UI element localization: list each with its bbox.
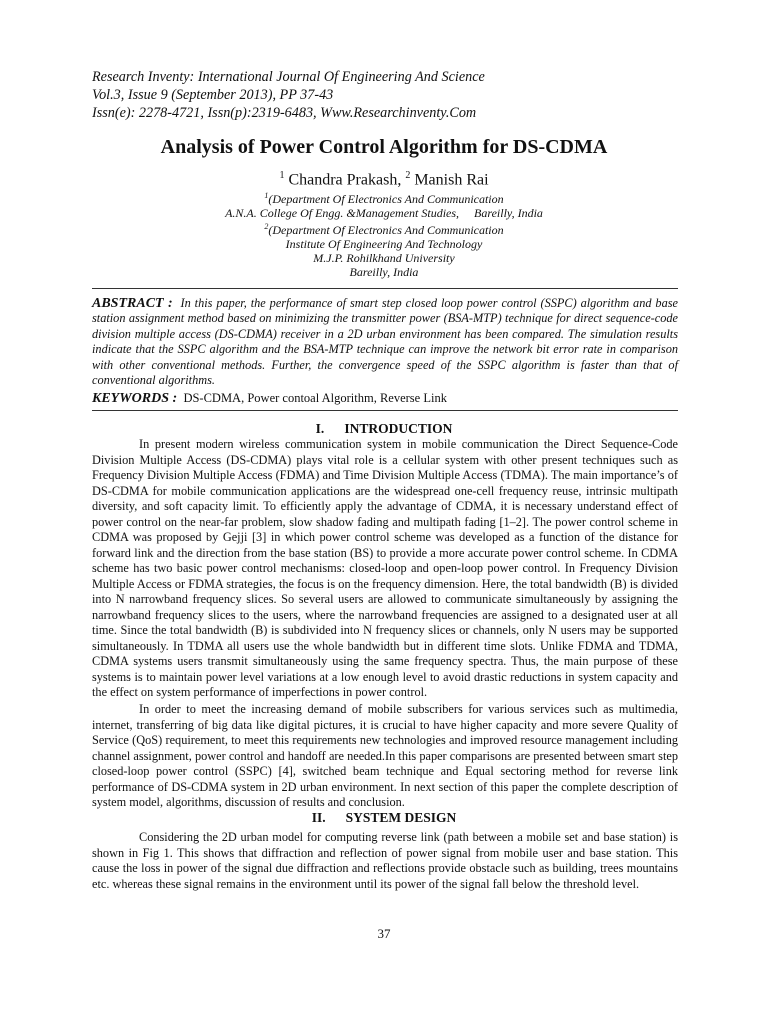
abstract-top-rule bbox=[92, 288, 678, 289]
affiliation-1-institute: A.N.A. College Of Engg. &Management Studies, Bareilly, India bbox=[225, 206, 543, 220]
author-1-marker: 1 bbox=[279, 170, 285, 181]
abstract-label: ABSTRACT : bbox=[92, 296, 173, 311]
system-design-paragraph-1: Considering the 2D urban model for computing reverse link (path between a mobile set and base station) is shown in Fig 1. This shows that diffraction and reflection of power signal from mobile user and base station. This cause the loss in power of the signal due diffraction and reflections provide obstacle such as building, trees mountains etc. whereas these signal remains in the environment until its power of the signal fall below the threshold level. bbox=[92, 830, 678, 891]
affiliation-2-marker: 2 bbox=[264, 222, 269, 231]
keywords-bottom-rule bbox=[92, 410, 678, 411]
affiliation-1-dept: (Department Of Electronics And Communication bbox=[268, 192, 504, 206]
affiliation-2-dept: (Department Of Electronics And Communication bbox=[268, 223, 504, 237]
affiliation-2-city: Bareilly, India bbox=[349, 265, 419, 279]
author-2-marker: 2 bbox=[405, 170, 411, 181]
section-title: INTRODUCTION bbox=[344, 421, 453, 436]
author-list bbox=[0, 170, 768, 189]
journal-volume: Vol.3, Issue 9 (September 2013), PP 37-43 bbox=[92, 87, 334, 103]
affiliation-2-university: M.J.P. Rohilkhand University bbox=[313, 251, 455, 265]
section-title: SYSTEM DESIGN bbox=[345, 810, 457, 825]
journal-name: Research Inventy: International Journal Of Engineering And Science bbox=[92, 69, 485, 85]
author-1-name: Chandra Prakash, bbox=[288, 171, 402, 189]
journal-header bbox=[92, 68, 692, 122]
affiliations bbox=[0, 189, 768, 279]
abstract bbox=[92, 296, 678, 388]
section-number: I. bbox=[315, 421, 325, 436]
keywords bbox=[92, 391, 678, 407]
keywords-text: DS-CDMA, Power contoal Algorithm, Reverse Link bbox=[183, 391, 447, 405]
affiliation-1-marker: 1 bbox=[264, 191, 269, 200]
affiliation-2-institute: Institute Of Engineering And Technology bbox=[285, 237, 483, 251]
section-number: II. bbox=[311, 810, 326, 825]
paper-title: Analysis of Power Control Algorithm for DS-CDMA bbox=[160, 136, 608, 158]
keywords-label: KEYWORDS : bbox=[92, 391, 178, 406]
journal-issn: Issn(e): 2278-4721, Issn(p):2319-6483, Www.Researchinventy.Com bbox=[92, 105, 477, 121]
section-heading-system-design bbox=[0, 810, 768, 826]
intro-paragraph-1: In present modern wireless communication system in mobile communication the Direct Sequence-Code Division Multiple Access (DS-CDMA) plays vital role is a cellular system with other present techniques such as Frequency Division Multiple Access (FDMA) and Time Division Multiple Access (TDMA). The main importance’s of DS-CDMA for mobile communication applications are the widespread one-cell frequency reuse, intrinsic multipath diversity, and soft capacity limit. To efficiently apply the advantage of CDMA, it is necessary understand effect of power control on the near-far problem, slow shadow fading and multipath fading [1–2]. The power control scheme in CDMA was proposed by Gejji [3] in which power control scheme was developed as a function of the distance for forward link and the direction from the base station (BS) to provide a more accurate power control scheme. In CDMA scheme has two basic power control mechanisms: closed-loop and open-loop power control. In Frequency Division Multiple Access or FDMA strategies, the focus is on the frequency dimension. Here, the total bandwidth (B) is divided into N narrowband frequency slices. So several users are allowed to communicate simultaneously by assigning the narrowband frequency slices to the users, where the narrowband frequencies are assigned to a designated user at all time. Since the total bandwidth (B) is subdivided into N frequency slices or channels, only N users may be supported simultaneously. In TDMA all users use the whole bandwidth but in different time slots. Unlike FDMA and TDMA, CDMA systems users transmit simultaneously using the same frequency spectra. Thus, the main purpose of these systems is to maintain power level variations at a low enough level to avoid drastic reductions in system capacity and the effect on system performance of imperfections in power control. bbox=[92, 437, 678, 699]
page-number: 37 bbox=[377, 926, 391, 941]
intro-paragraph-2: In order to meet the increasing demand of mobile subscribers for various services such as multimedia, internet, transferring of big data like digital pictures, it is crucial to have higher capacity and more severe Quality of Service (QoS) requirement, to meet this requirements new technologies and improved resource management including channel assignment, power control and handoff are needed.In this paper comparisons are presented between smart step closed-loop power control (SSPC) [4], switched beam technique and Equal sectoring method for reverse link performance of DS-CDMA system in 2D urban environment. In next section of this paper the complete description of system model, algorithms, discussion of results and conclusion. bbox=[92, 702, 678, 809]
abstract-text: In this paper, the performance of smart step closed loop power control (SSPC) algorithm and base station assignment method based on minimizing the transmitter power (BSA-MTP) technique for direct sequence-code division multiple access (DS-CDMA) receiver in a 2D urban environment has been compared. The simulation results indicate that the SSPC algorithm and the BSA-MTP technique can improve the network bit error rate in comparison with other conventional methods. Further, the convergence speed of the SSPC algorithm is faster than that of conventional algorithms. bbox=[92, 296, 678, 388]
section-heading-introduction bbox=[0, 421, 768, 437]
author-2-name: Manish Rai bbox=[414, 171, 489, 189]
